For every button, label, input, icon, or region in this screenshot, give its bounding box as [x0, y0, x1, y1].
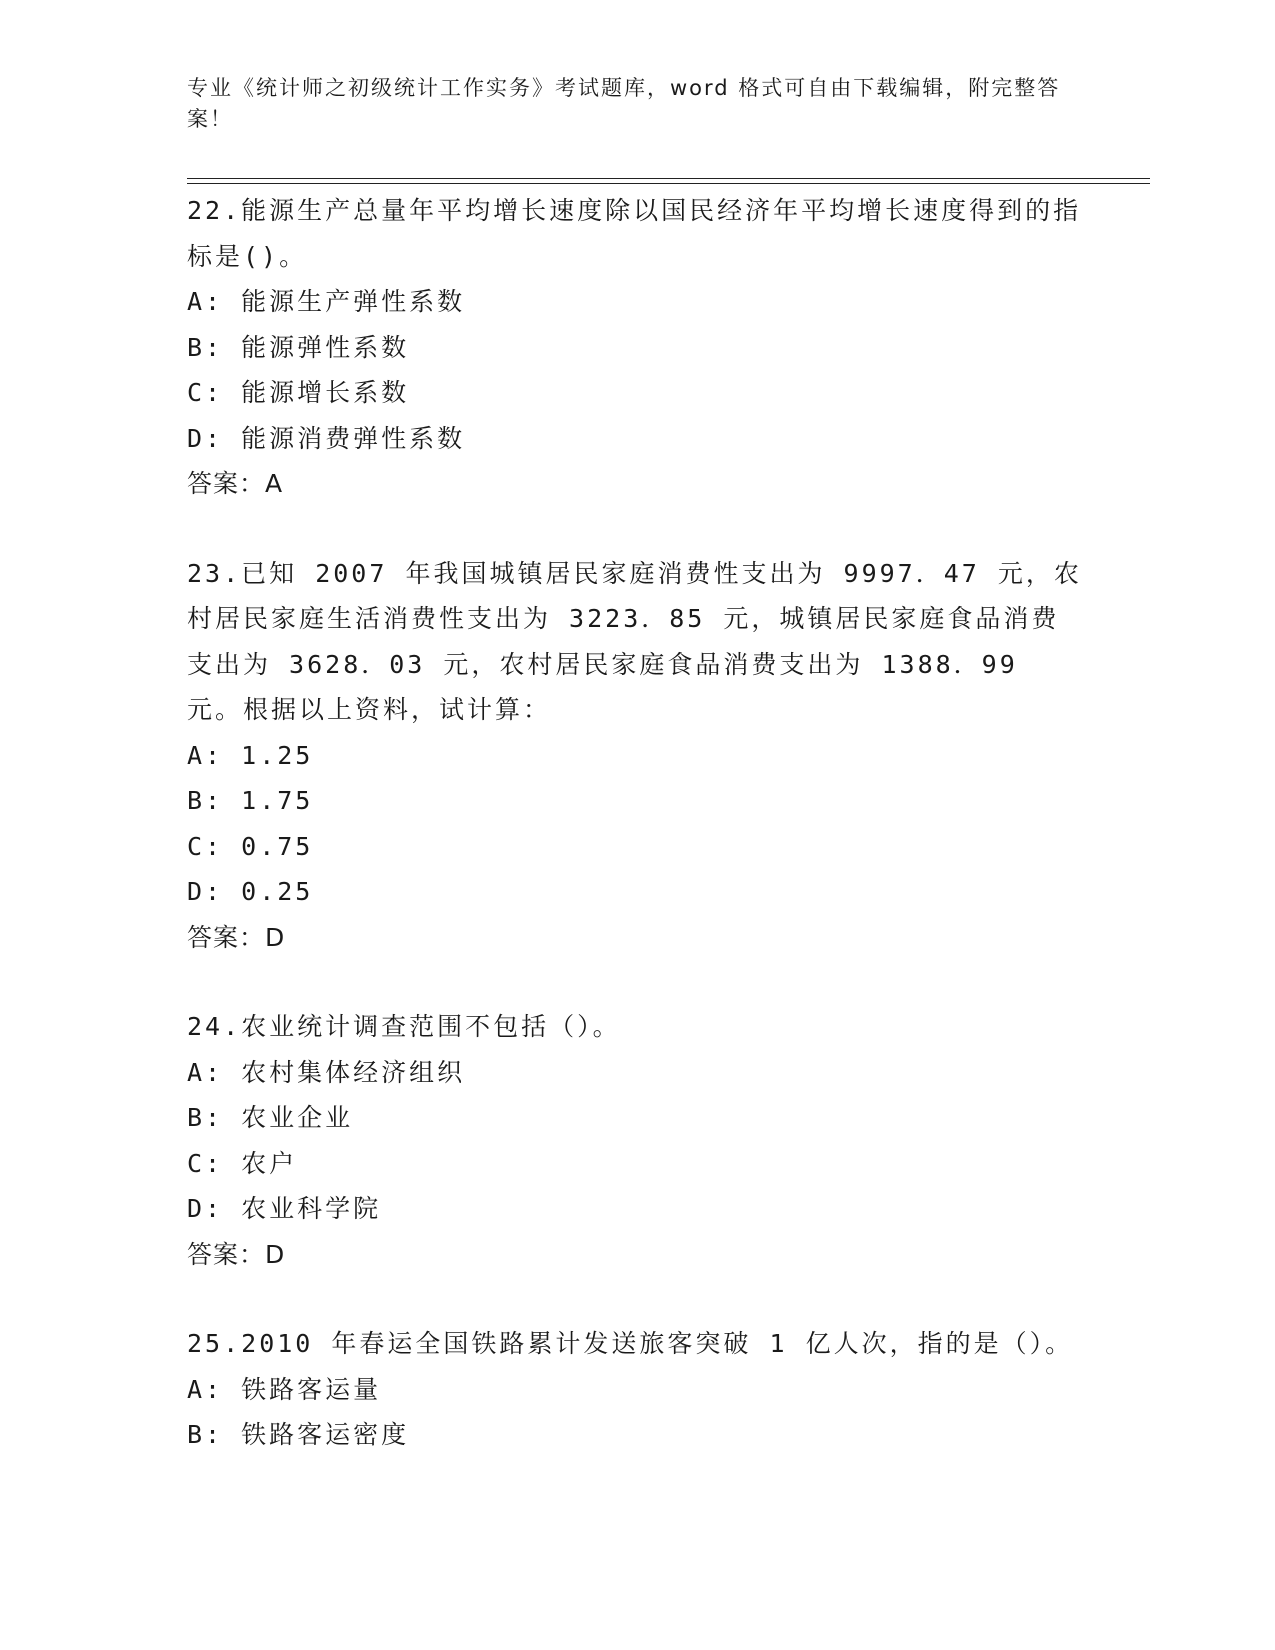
- question-23: [187, 551, 1087, 961]
- option-a: A: 能源生产弹性系数: [187, 287, 466, 316]
- document-header: 专业《统计师之初级统计工作实务》考试题库，word 格式可自由下载编辑，附完整答案！: [187, 76, 1061, 131]
- option-b: B: 能源弹性系数: [187, 332, 410, 362]
- option-c: C: 0.75: [187, 831, 314, 861]
- option-a: A: 1.25: [187, 740, 314, 770]
- answer: 答案：D: [187, 922, 286, 952]
- question-22: [187, 188, 1087, 507]
- question-25: [187, 1321, 1087, 1458]
- option-b: B: 农业企业: [187, 1103, 354, 1132]
- question-text: 23.已知 2007 年我国城镇居民家庭消费性支出为 9997．47 元，农村居民家庭生活消费性支出为 3223．85 元，城镇居民家庭食品消费支出为 3628．03 元，农村居民家庭食品消费支出为 1388．99 元。根据以上资料，试计算：: [187, 558, 1082, 724]
- option-c: C: 能源增长系数: [187, 378, 410, 407]
- header-divider-top: [187, 178, 1150, 179]
- answer: 答案：D: [187, 1239, 286, 1269]
- question-24: [187, 1004, 1087, 1277]
- option-b: B: 铁路客运密度: [187, 1420, 410, 1449]
- answer: 答案：A: [187, 469, 284, 498]
- option-a: A: 农村集体经济组织: [187, 1057, 466, 1087]
- question-list: [187, 188, 1087, 1458]
- option-c: C: 农户: [187, 1148, 298, 1178]
- question-text: 25.2010 年春运全国铁路累计发送旅客突破 1 亿人次，指的是（）。: [187, 1329, 1074, 1358]
- question-text: 22.能源生产总量年平均增长速度除以国民经济年平均增长速度得到的指标是()。: [187, 196, 1082, 271]
- option-d: D: 农业科学院: [187, 1194, 382, 1223]
- option-b: B: 1.75: [187, 786, 314, 815]
- question-text: 24.农业统计调查范围不包括（）。: [187, 1012, 621, 1041]
- header-divider-bottom: [187, 183, 1150, 184]
- option-d: D: 0.25: [187, 877, 314, 906]
- option-d: D: 能源消费弹性系数: [187, 423, 466, 453]
- option-a: A: 铁路客运量: [187, 1374, 382, 1404]
